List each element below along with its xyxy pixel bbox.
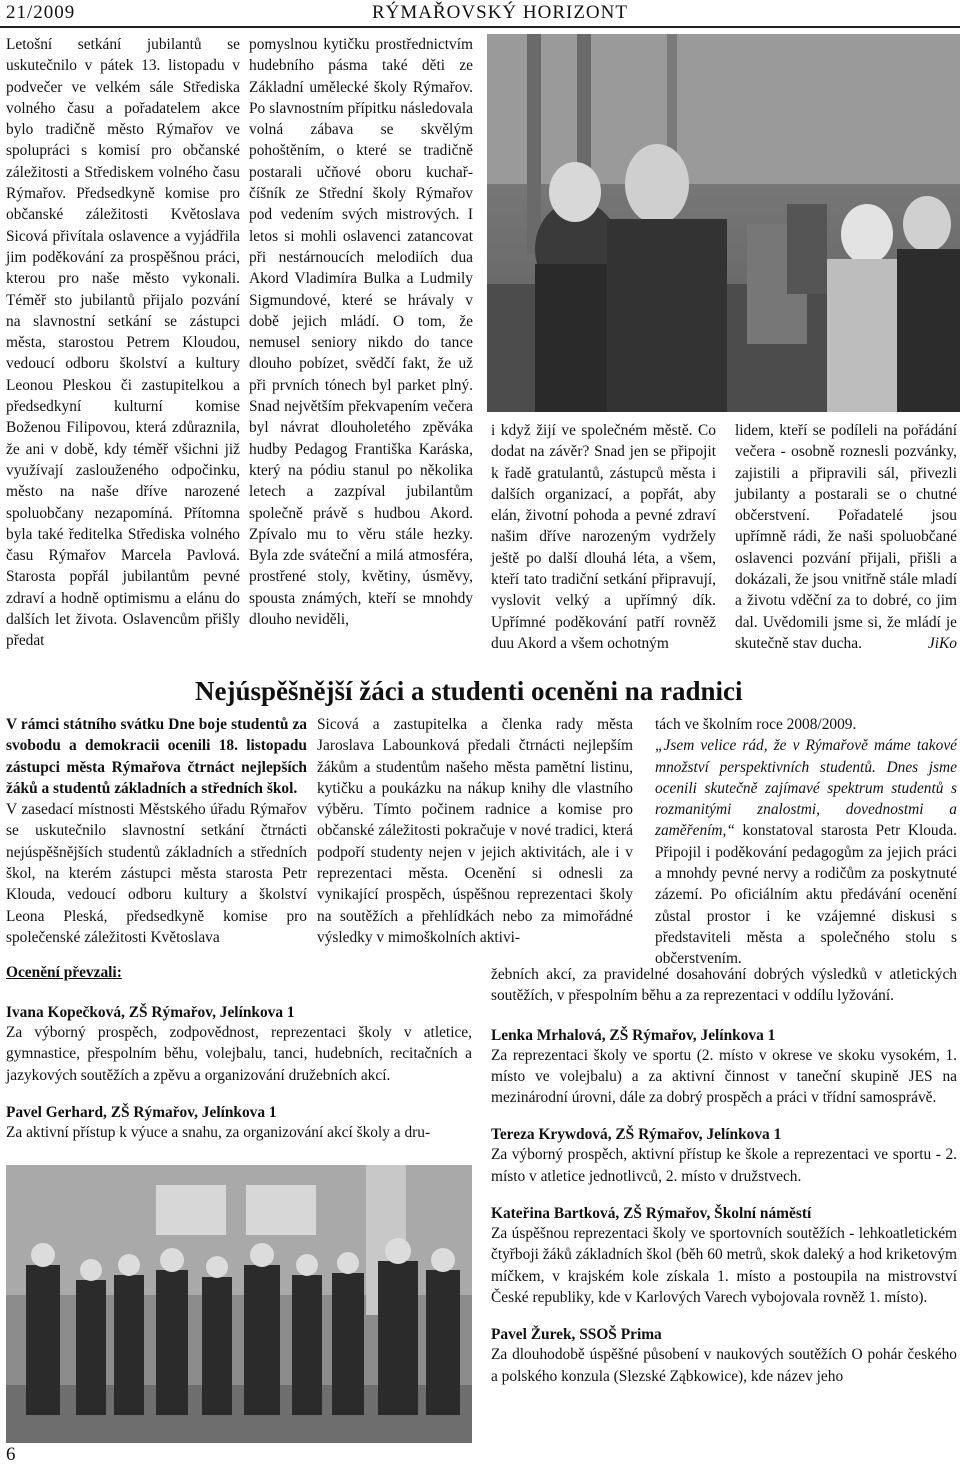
dance-photo bbox=[487, 34, 960, 412]
article2-col3-intro: tách ve školním roce 2008/2009. bbox=[655, 716, 857, 733]
article2-col3-rest: konstatoval starosta Petr Klouda. Připojil i poděkování pedagogům za jejich práci a mnohdy pevné nervy a rodičům za poskytnuté zázemí. Po oficiálním aktu předávání ocenění zůstal prostor i ke vzájemné diskusi s představiteli města a společného stolu s občerstvením. bbox=[655, 822, 957, 968]
award-name: Tereza Krywdová, ZŠ Rýmařov, Jelínkova 1 bbox=[491, 1126, 782, 1144]
award-name: Pavel Žurek, SSOŠ Prima bbox=[491, 1326, 662, 1344]
article1-column-3 bbox=[491, 420, 716, 654]
article1-col2-text: pomyslnou kytičku prostřednictvím hudebního pásma také děti ze Základní umělecké školy Rýmařov. Po slavnostním přípitku následovala volná zábava se skvělým pohoštěním, o které se tradičně postarali učňové oboru kuchař-číšník ze Střední školy Rýmařov pod vedením svých mistrových. I letos si mohli oslavenci zatancovat při nestárnoucích melodiích dua Akord Vladimíra Bulka a Ludmily Sigmundové, které se hrávaly v době jejich mládí. O tom, že nemusel seniory nikdo do tance dlouho pobízet, svědčí fakt, že už při prvních tónech byl parket plný. Snad největším překvapením večera byl návrat dlouholetého zpěváka hudby Pedagog Františka Karáska, který na pódiu stanul po několika letech a zazpíval jubilantům společně právě s hudbou Akord. Zpívalo mu to věru stále hezky. Byla zde sváteční a milá atmosféra, prostřené stoly, květiny, úsměvy, spousta známých, kteří se mnohdy dlouho neviděli, bbox=[249, 36, 473, 629]
article2-lead: V rámci státního svátku Dne boje studentů za svobodu a demokracii ocenili 18. listopadu zástupci města Rýmařova čtrnáct nejlepších žáků a studentů základních a středních škol. bbox=[6, 716, 307, 797]
awarded-students-image bbox=[6, 1165, 472, 1443]
award-entry bbox=[491, 1027, 957, 1109]
page-header bbox=[0, 0, 960, 28]
award-name: Pavel Gerhard, ZŠ Rýmařov, Jelínkova 1 bbox=[6, 1103, 277, 1121]
awards-heading-block bbox=[6, 964, 306, 982]
page-number: 6 bbox=[6, 1444, 16, 1465]
article1-column-4 bbox=[735, 420, 957, 654]
award-text: Za výborný prospěch, zodpovědnost, reprezentaci školy v atletice, gymnastice, přespolním běhu, volejbalu, tanci, hudebních, recitačních a jazykových soutěžích a zpěvu a organizování družebních akcí. bbox=[6, 1024, 472, 1084]
article1-column-1 bbox=[6, 34, 240, 652]
article1-col3-text: i když žijí ve společném městě. Co dodat na závěr? Snad jen se připojit k řadě gratulantů, zástupců města i dalších organizací, a popřát, aby elán, životní pohoda a pevné zdraví našim dříve narozeným vydržely ještě po další dlouhá léta, a všem, kteří tato tradiční setkání připravují, vyslovit velký a upřímný dík. Upřímné poděkování patří rovněž duu Akord a všem ochotným bbox=[491, 422, 716, 652]
awards-left bbox=[6, 1004, 472, 1143]
author-signature: JiKo bbox=[927, 634, 957, 652]
award-name: Ivana Kopečková, ZŠ Rýmařov, Jelínkova 1 bbox=[6, 1004, 295, 1021]
article1-col1-text: Letošní setkání jubilantů se uskutečnilo v pátek 13. listopadu v podvečer ve velkém sále Střediska volného času a pořadatelem akce bylo tradičně město Rýmařov ve spolupráci s komisí pro občanské záležitosti a Střediskem volného času Rýmařov. Předsedkyně komise pro občanské záležitosti Květoslava Sicová přivítala oslavence a vyjádřila jim poděkování za prospěšnou práci, kterou pro naše město vykonali. Téměř sto jubilantů přijalo pozvání na slavnostní setkání se zástupci města, starostou Petrem Kloudou, vedoucí odboru školství a kultury Leonou Pleskou či zastupitelkou a předsedkyní kulturní komise Boženou Filipovou, která zdůraznila, že ani v době, kdy téměř všichni již využívají zaslouženého odpočinku, město na naše dříve narozené spoluobčany nezapomíná. Přítomna byla také ředitelka Střediska volného času Rýmařov Marcela Pavlová. Starosta popřál jubilantům pevné zdraví a hodně optimismu a elánu do dalších let života. Oslavencům přišly předat bbox=[6, 36, 240, 650]
article2-column-1 bbox=[6, 714, 307, 948]
magazine-title: RÝMAŘOVSKÝ HORIZONT bbox=[372, 2, 628, 23]
issue-number: 21/2009 bbox=[6, 2, 76, 23]
mayor-quote: „Jsem velice rád, že v Rýmařově máme takové množství perspektivních studentů. Dnes jsme ocenili skutečně zajímavé spektrum studentů s rozmanitými znalostmi, dovednostmi a zaměřením,“ bbox=[655, 737, 957, 840]
award-text: Za aktivní přístup k výuce a snahu, za organizování akcí školy a dru- bbox=[6, 1123, 431, 1141]
article1-col4-text bbox=[735, 420, 957, 654]
article1-column-2 bbox=[249, 34, 473, 630]
article2-col3-text bbox=[655, 714, 957, 970]
article2-title: Nejúspěšnější žáci a studenti oceněni na radnici bbox=[195, 676, 743, 706]
awards-right bbox=[491, 964, 957, 1387]
award-name: Lenka Mrhalová, ZŠ Rýmařov, Jelínkova 1 bbox=[491, 1026, 776, 1044]
article2-col1-text: V zasedací místnosti Městského úřadu Rýmařov se uskutečnilo slavnostní setkání čtrnácti nejúspěšnějších studentů základních a středních škol, na kterém zástupci města starosta Petr Klouda, vedoucí odboru kultury a školství Leona Pleská, předsedkyně komise pro společenské záležitosti Květoslava bbox=[6, 801, 307, 946]
article2-column-3 bbox=[655, 714, 957, 970]
students-photo bbox=[6, 1165, 472, 1443]
award-text: Za výborný prospěch, aktivní přístup ke škole a reprezentaci ve sportu - 2. místo v atletice jednotlivců, 2. místo v družstvech. bbox=[491, 1146, 957, 1185]
award-entry bbox=[6, 1104, 472, 1143]
award-name: Kateřina Bartková, ZŠ Rýmařov, Školní náměstí bbox=[491, 1205, 812, 1223]
dancing-seniors-image bbox=[487, 34, 960, 412]
award-entry bbox=[6, 1004, 472, 1086]
award-text: Za dlouhodobě úspěšné působení v naukových soutěžích O pohár českého a polského konzula (Slezské Ząbkowice), kde název jeho bbox=[491, 1346, 957, 1385]
article2-heading bbox=[195, 676, 795, 707]
award-entry bbox=[491, 1205, 957, 1308]
award-text: Za úspěšnou reprezentaci školy ve sportovních soutěžích - lehkoatletickém čtyřboji žáků základních škol (běh 60 metrů, skok daleký a hod kriketovým míčkem, v krajském kole získala 1. místo a postoupila na mistrovství České republiky, kde v Karlových Varech vybojovala rovněž 1. místo). bbox=[491, 1225, 957, 1306]
awards-heading: Ocenění převzali: bbox=[6, 964, 122, 981]
award-continuation: žebních akcí, za pravidelné dosahování dobrých výsledků v atletických soutěžích, v přespolním běhu a za reprezentaci v oddílu lyžování. bbox=[491, 966, 957, 1005]
article2-column-2 bbox=[317, 714, 633, 948]
award-entry bbox=[491, 1126, 957, 1187]
award-entry bbox=[491, 1326, 957, 1387]
article1-col4-body: lidem, kteří se podíleli na pořádání večera - osobně roznesli pozvánky, zajistili a připravili sál, přivezli jubilanty a postarali se o chutné občerstvení. Pořadatelé jsou upřímně rádi, že naši spoluobčané oslavenci pozvání přijali, přišli a dokázali, že jsou vnitřně stále mladí a životu vděční za to dobré, co jim dal. Uvědomili jsme si, že mládí je skutečně stav ducha. bbox=[735, 422, 957, 652]
article2-col2-text: Sicová a zastupitelka a členka rady města Jaroslava Labounková předali čtrnácti nejlepším žákům a studentům našeho města pamětní listinu, kytičku a poukázku na nákup knihy dle vlastního výběru. Tímto počinem radnice a komise pro občanské záležitosti pokračuje v nové tradici, která podpoří studenty nejen v jejich aktivitách, ale i v reprezentaci města. Ocenění si odnesli za vynikající prospěch, úspěšnou reprezentaci školy na soutěžích a přehlídkách nebo za mimořádné výsledky v mimoškolních aktivi- bbox=[317, 716, 633, 946]
award-text: Za reprezentaci školy ve sportu (2. místo v okrese ve skoku vysokém, 1. místo ve volejbalu) a za aktivní činnost v taneční skupině JES na mezinárodní úrovni, dále za dobrý prospěch a práci v třídní samosprávě. bbox=[491, 1046, 957, 1107]
